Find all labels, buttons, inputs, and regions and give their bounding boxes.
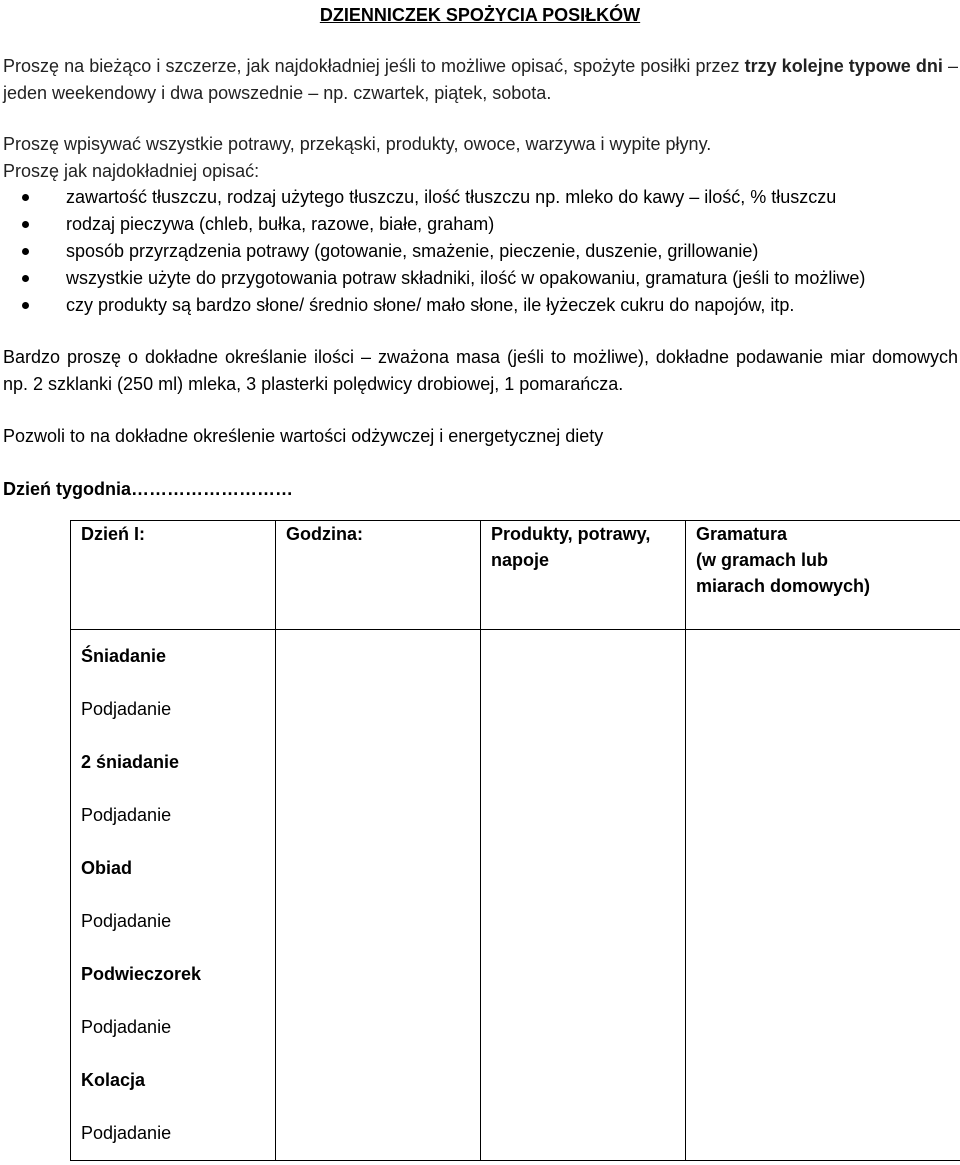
meal-label: Podjadanie bbox=[81, 911, 172, 931]
meal-label: Obiad bbox=[81, 858, 133, 878]
intro-paragraph bbox=[3, 53, 958, 107]
meal-list bbox=[81, 630, 265, 1160]
purpose-note-paragraph: Pozwoli to na dokładne określenie wartości odżywczej i energetycznej diety bbox=[3, 426, 604, 446]
bullet-text: wszystkie użyte do przygotowania potraw składniki, ilość w opakowaniu, gramatura (jeśli to możliwe) bbox=[66, 268, 866, 288]
meal-label: Podjadanie bbox=[81, 699, 172, 719]
header-cell-products: Produkty, potrawy, napoje bbox=[481, 521, 686, 630]
day-of-week-field[interactable]: Dzień tygodnia……………………… bbox=[3, 479, 294, 499]
intro-bold-text: trzy kolejne typowe dni bbox=[744, 56, 943, 76]
meal-label: 2 śniadanie bbox=[81, 752, 180, 772]
hour-input-cell[interactable] bbox=[276, 630, 481, 1161]
header-cell-grams: Gramatura (w gramach lub miarach domowych) bbox=[686, 521, 960, 630]
meal-label: Podjadanie bbox=[81, 1123, 172, 1143]
grams-input-cell[interactable] bbox=[686, 630, 960, 1161]
bullet-item bbox=[0, 184, 958, 211]
bullet-dot-icon bbox=[22, 302, 29, 309]
bullet-dot-icon bbox=[22, 275, 29, 282]
instruction-describe-paragraph: Proszę jak najdokładniej opisać: bbox=[3, 161, 260, 181]
meal-label: Podjadanie bbox=[81, 1017, 172, 1037]
quantity-note-paragraph: Bardzo proszę o dokładne określanie ilości – zważona masa (jeśli to możliwe), dokładne podawanie miar domowych np. 2 szklanki (250 ml) mleka, 3 plasterki polędwicy drobiowej, 1 pomarańcza. bbox=[3, 347, 958, 394]
instruction-list-paragraph: Proszę wpisywać wszystkie potrawy, przekąski, produkty, owoce, warzywa i wypite płyny. bbox=[3, 134, 712, 154]
meal-label: Podwieczorek bbox=[81, 964, 202, 984]
bullet-dot-icon bbox=[22, 194, 29, 201]
meal-label: Śniadanie bbox=[81, 646, 167, 666]
bullet-item bbox=[0, 238, 958, 265]
header-cell-hour: Godzina: bbox=[276, 521, 481, 630]
products-input-cell[interactable] bbox=[481, 630, 686, 1161]
table-header-row bbox=[71, 521, 960, 630]
bullet-text: rodzaj pieczywa (chleb, bułka, razowe, białe, graham) bbox=[66, 214, 495, 234]
bullet-text: zawartość tłuszczu, rodzaj użytego tłuszczu, ilość tłuszczu np. mleko do kawy – ilość, % tłuszczu bbox=[66, 187, 837, 207]
meal-names-cell bbox=[71, 630, 276, 1161]
meal-label: Podjadanie bbox=[81, 805, 172, 825]
meal-label: Kolacja bbox=[81, 1070, 146, 1090]
document-title: DZIENNICZEK SPOŻYCIA POSIŁKÓW bbox=[319, 5, 641, 25]
bullet-text: sposób przyrządzenia potrawy (gotowanie, smażenie, pieczenie, duszenie, grillowanie) bbox=[66, 241, 759, 261]
table-row bbox=[71, 630, 960, 1161]
intro-text-2: – jeden weekendowy i dwa powszednie – np. czwartek, piątek, sobota. bbox=[3, 56, 958, 103]
meal-log-table bbox=[70, 520, 960, 1161]
header-cell-day: Dzień I: bbox=[71, 521, 276, 630]
bullet-dot-icon bbox=[22, 221, 29, 228]
bullet-item bbox=[0, 292, 958, 319]
bullet-text: czy produkty są bardzo słone/ średnio słone/ mało słone, ile łyżeczek cukru do napojów, itp. bbox=[66, 295, 795, 315]
intro-text-1: Proszę na bieżąco i szczerze, jak najdokładniej jeśli to możliwe opisać, spożyte posiłki przez bbox=[3, 56, 745, 76]
bullet-item bbox=[0, 265, 958, 292]
bullet-dot-icon bbox=[22, 248, 29, 255]
bullet-item bbox=[0, 211, 958, 238]
detail-bullet-list bbox=[0, 184, 958, 319]
